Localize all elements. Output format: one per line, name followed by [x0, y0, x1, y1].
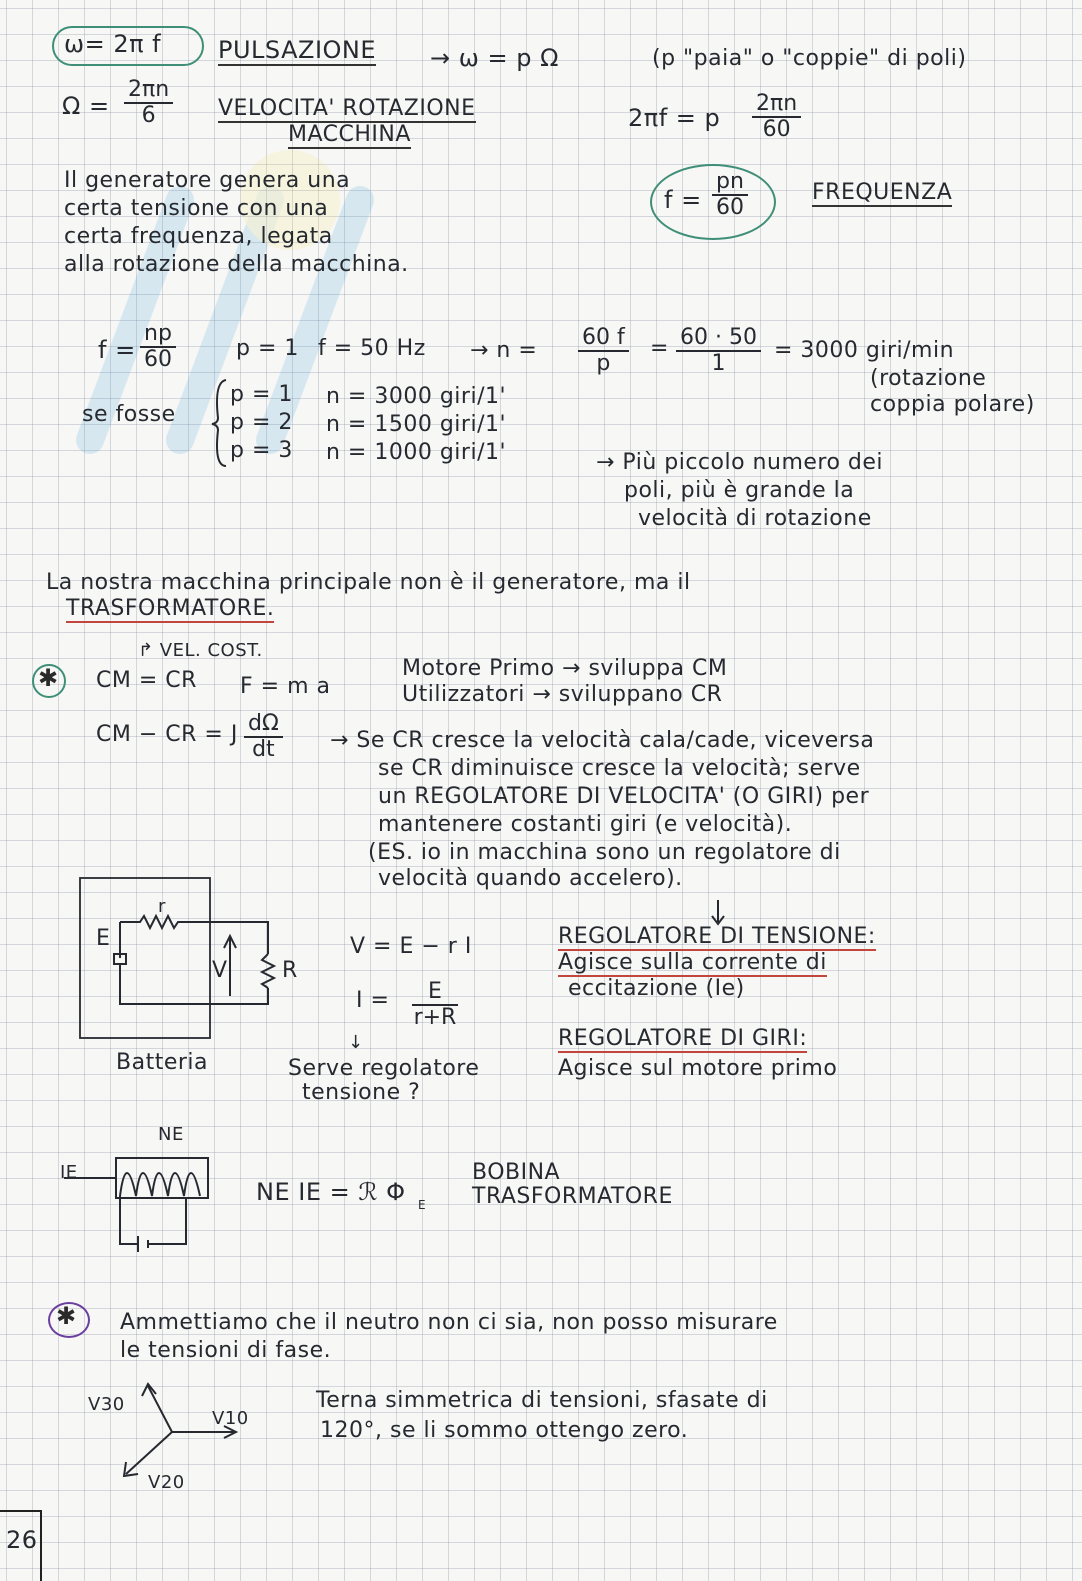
se-fosse-label: se fosse — [82, 402, 176, 427]
terna-line-1: Terna simmetrica di tensioni, sfasate di — [316, 1388, 768, 1413]
frequency-lhs: f = — [664, 186, 702, 214]
motore-primo: Motore Primo → sviluppa CM — [402, 656, 728, 681]
conclusion-line-1: → Più piccolo numero dei — [596, 450, 884, 475]
main-machine-trasformatore: TRASFORMATORE. — [66, 596, 275, 621]
coil-label-2: TRASFORMATORE — [472, 1184, 673, 1209]
frequency-fraction — [712, 170, 748, 220]
calc-eq-sign: = — [650, 336, 669, 361]
diff-eq-num: dΩ — [244, 712, 283, 738]
frequency-label: FREQUENZA — [812, 180, 953, 205]
coil-equation-sub: E — [418, 1198, 427, 1212]
main-machine-line-1: La nostra macchina principale non è il generatore, ma il — [46, 570, 691, 595]
diff-eq-lhs: CM − CR = J — [96, 722, 238, 747]
coil-ne-label: NE — [158, 1124, 184, 1145]
coil-ie-label: IE — [60, 1162, 78, 1183]
freq-equation-lhs: 2πf = p — [628, 104, 721, 132]
battery-question-2: tensione ? — [302, 1080, 421, 1105]
phasor-v10: V10 — [212, 1408, 249, 1429]
coil-equation: NE IE = ℛ Φ — [256, 1178, 406, 1206]
battery-caption: Batteria — [116, 1050, 208, 1075]
freq-eq-num: 2πn — [752, 92, 801, 118]
calc-f-fraction — [140, 322, 176, 372]
calc-n-lhs: → n = — [470, 338, 538, 363]
omega-den: 6 — [141, 103, 156, 129]
utilizzatori: Utilizzatori → sviluppano CR — [402, 682, 723, 707]
f-equals-ma: F = m a — [240, 674, 331, 699]
calc-p1: p = 1 — [236, 336, 299, 361]
battery-i-den: r+R — [413, 1005, 457, 1031]
velocita-macchina: MACCHINA — [288, 122, 411, 147]
generator-line-2: certa tensione con una — [64, 196, 329, 221]
poles-note: (p "paia" o "coppie" di poli) — [652, 46, 967, 71]
generator-line-1: Il generatore genera una — [64, 168, 351, 193]
calc-result: = 3000 giri/min — [774, 338, 955, 363]
diff-eq-den: dt — [252, 737, 275, 763]
calc-eq2-num: 60 · 50 — [676, 326, 761, 352]
se-fosse-n1: n = 3000 giri/1' — [326, 384, 507, 409]
explanation-line-4: mantenere costanti giri (e velocità). — [378, 812, 793, 837]
explanation-line-3: un REGOLATORE DI VELOCITA' (O GIRI) per — [378, 784, 870, 809]
calc-eq2-den: 1 — [711, 351, 726, 377]
calc-f-lhs: f = — [98, 336, 136, 364]
neutral-line-1: Ammettiamo che il neutro non ci sia, non posso misurare — [120, 1310, 778, 1335]
velocita-rotazione: VELOCITA' ROTAZIONE — [218, 96, 476, 121]
se-fosse-p1: p = 1 — [230, 382, 293, 407]
se-fosse-n2: n = 1500 giri/1' — [326, 412, 507, 437]
phasor-v30: V30 — [88, 1394, 125, 1415]
reg-giri-desc: Agisce sul motore primo — [558, 1056, 838, 1081]
battery-r-label: r — [158, 896, 166, 917]
frequency-den: 60 — [715, 195, 744, 221]
freq-eq-den: 60 — [762, 117, 791, 143]
pulsazione-label: PULSAZIONE — [218, 36, 377, 64]
battery-v-label: V — [212, 958, 228, 983]
coil-diagram — [60, 1140, 220, 1260]
conclusion-line-3: velocità di rotazione — [638, 506, 872, 531]
calc-n-den: p — [596, 351, 611, 377]
battery-i-fraction — [412, 980, 458, 1030]
se-fosse-n3: n = 1000 giri/1' — [326, 440, 507, 465]
reg-tension-desc-1: Agisce sulla corrente di — [558, 950, 827, 975]
se-fosse-brace — [210, 378, 230, 468]
battery-question-1: Serve regolatore — [288, 1056, 480, 1081]
battery-circuit-diagram — [78, 876, 298, 1056]
reg-tension-desc-2: eccitazione (Ie) — [568, 976, 745, 1001]
calc-n-fraction — [578, 326, 629, 376]
calc-note-2: coppia polare) — [870, 392, 1035, 417]
battery-eq-1: V = E − r I — [350, 934, 472, 959]
se-fosse-p2: p = 2 — [230, 410, 293, 435]
omega-formula: ω= 2π f — [64, 30, 162, 58]
battery-i-num: E — [412, 980, 458, 1006]
explanation-line-5: (ES. io in macchina sono un regolatore di — [368, 840, 841, 865]
omega-pole-formula: → ω = p Ω — [430, 44, 559, 72]
explanation-line-1: → Se CR cresce la velocità cala/cade, viceversa — [330, 728, 875, 753]
phasor-v20: V20 — [148, 1472, 185, 1493]
coil-label-1: BOBINA — [472, 1160, 561, 1185]
battery-i-lhs: I = — [356, 988, 390, 1013]
omega-lhs: Ω = — [62, 92, 110, 120]
reg-giri-title: REGOLATORE DI GIRI: — [558, 1026, 808, 1051]
calc-f50: f = 50 Hz — [318, 336, 426, 361]
generator-line-4: alla rotazione della macchina. — [64, 252, 409, 277]
calc-f-num: np — [140, 322, 176, 348]
battery-rr-label: R — [282, 958, 298, 983]
asterisk-icon-2: ✱ — [56, 1302, 77, 1330]
calc-note-1: (rotazione — [870, 366, 987, 391]
explanation-line-2: se CR diminuisce cresce la velocità; serve — [378, 756, 861, 781]
calc-n-num: 60 f — [578, 326, 629, 352]
battery-down-arrow-icon: ↓ — [348, 1032, 364, 1053]
vel-cost: ↱ VEL. COST. — [138, 640, 263, 661]
explanation-line-6: velocità quando accelero). — [378, 866, 683, 891]
terna-line-2: 120°, se li sommo ottengo zero. — [320, 1418, 689, 1443]
neutral-line-2: le tensioni di fase. — [120, 1338, 332, 1363]
omega-num: 2πn — [124, 78, 173, 104]
page-number: 26 — [6, 1526, 38, 1554]
calc-f-den: 60 — [143, 347, 172, 373]
reg-tension-title: REGOLATORE DI TENSIONE: — [558, 924, 876, 949]
battery-e-label: E — [96, 926, 111, 951]
omega-fraction — [124, 78, 173, 128]
calc-eq2-fraction — [676, 326, 761, 376]
se-fosse-p3: p = 3 — [230, 438, 293, 463]
generator-line-3: certa frequenza, legata — [64, 224, 333, 249]
freq-equation-fraction — [752, 92, 801, 142]
frequency-num: pn — [712, 170, 748, 196]
asterisk-icon-1: ✱ — [38, 664, 59, 692]
cm-equals-cr: CM = CR — [96, 668, 197, 693]
diff-eq-fraction — [244, 712, 283, 762]
conclusion-line-2: poli, più è grande la — [624, 478, 855, 503]
